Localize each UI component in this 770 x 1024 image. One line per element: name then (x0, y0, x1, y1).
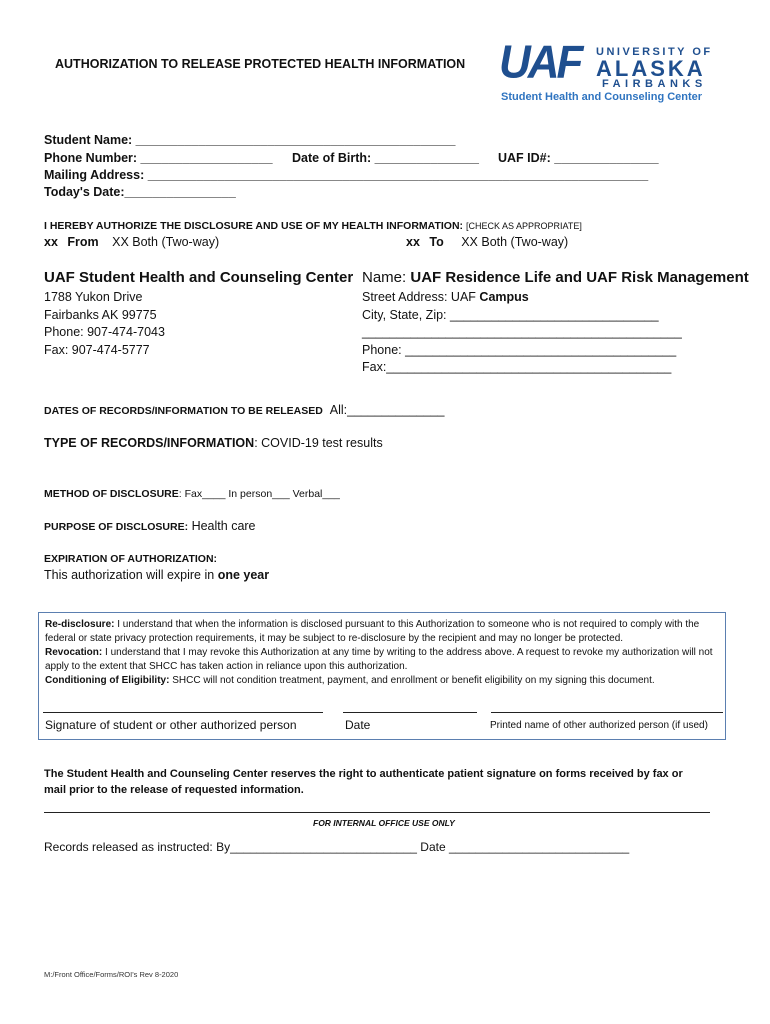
revocation-text-2: apply to the extent that SHCC has taken action in reliance upon this authorization. (45, 661, 408, 672)
office-heading: FOR INTERNAL OFFICE USE ONLY (313, 818, 455, 828)
signature-line[interactable] (43, 712, 323, 713)
to-party-name (362, 269, 749, 286)
method-options[interactable]: : Fax____ In person___ Verbal___ (178, 488, 340, 500)
redisclosure-text-2: federal or state privacy protection requirements, it may be subject to re-disclosure by the recipient and may no longer be protected. (45, 633, 624, 644)
signature-label: Signature of student or other authorized person (45, 718, 297, 732)
phone-number-field[interactable]: Phone Number: ___________________ (44, 151, 273, 165)
from-fax: Fax: 907-474-5777 (44, 342, 150, 357)
office-divider (44, 812, 710, 813)
reserve-statement (44, 766, 683, 798)
from-label: From (67, 235, 99, 249)
to-street-value: Campus (479, 290, 529, 304)
authorize-note: [CHECK AS APPROPRIATE] (465, 221, 582, 231)
to-phone-field[interactable]: Phone: _______________________________________ (362, 342, 677, 357)
mailing-address-field[interactable]: Mailing Address: ________________________________________________________________________ (44, 168, 649, 182)
to-blank-field[interactable]: ______________________________________________ (362, 325, 682, 339)
type-section (44, 436, 383, 450)
dates-label: DATES OF RECORDS/INFORMATION TO BE RELEASED (44, 405, 323, 417)
to-city-field[interactable]: City, State, Zip: ______________________________ (362, 307, 659, 322)
method-section (44, 488, 340, 500)
revocation-line-1 (45, 646, 729, 660)
conditioning-text: SHCC will not condition treatment, payment, and enrollment or benefit eligibility on my signing this document. (169, 675, 655, 686)
uaf-logo (499, 36, 713, 106)
todays-date-field[interactable]: Today's Date:________________ (44, 185, 236, 199)
expiration-prefix: This authorization will expire in (44, 568, 218, 582)
printed-name-line[interactable] (491, 712, 723, 713)
to-options (406, 235, 568, 249)
expiration-label: EXPIRATION OF AUTHORIZATION: (44, 553, 218, 565)
notice-text (45, 618, 729, 688)
expiration-value (44, 568, 269, 582)
printed-name-label: Printed name of other authorized person (if used) (490, 720, 708, 731)
logo-subtitle: Student Health and Counseling Center (501, 91, 703, 103)
to-street (362, 289, 682, 307)
to-label: To (429, 235, 444, 249)
to-name-value: UAF Residence Life and UAF Risk Management (410, 269, 749, 286)
from-options (44, 235, 219, 249)
to-party-address (362, 289, 682, 377)
date-label: Date (345, 718, 371, 732)
dates-value-field[interactable]: All:______________ (329, 403, 445, 417)
from-party-address (44, 289, 165, 359)
notice-box (38, 612, 726, 740)
revocation-label: Revocation: (45, 647, 103, 658)
footer-ref: M:/Front Office/Forms/ROI's Rev 8-2020 (44, 970, 179, 979)
date-of-birth-field[interactable]: Date of Birth: _______________ (292, 151, 479, 165)
from-phone: Phone: 907-474-7043 (44, 325, 165, 339)
redisclosure-text-1: I understand that when the information is disclosed pursuant to this Authorization to someone who is not required to comply with the (114, 619, 700, 630)
date-line[interactable] (343, 712, 477, 713)
student-name-field[interactable]: Student Name: ______________________________________________ (44, 133, 456, 147)
from-party-name: UAF Student Health and Counseling Center (44, 269, 354, 286)
type-value: : COVID-19 test results (254, 436, 383, 450)
purpose-section (44, 519, 256, 533)
to-both-option[interactable]: XX Both (Two-way) (461, 235, 569, 249)
to-fax-field[interactable]: Fax:_________________________________________ (362, 360, 672, 374)
redisclosure-line-1 (45, 618, 729, 632)
from-street: 1788 Yukon Drive (44, 290, 143, 304)
records-released-field[interactable]: Records released as instructed: By____________________________ Date ___________________________ (44, 840, 630, 854)
from-city: Fairbanks AK 99775 (44, 307, 157, 322)
purpose-value: Health care (188, 519, 256, 533)
type-label: TYPE OF RECORDS/INFORMATION (44, 436, 255, 450)
redisclosure-label: Re-disclosure: (45, 619, 115, 630)
purpose-label: PURPOSE OF DISCLOSURE: (44, 521, 189, 533)
authorize-heading (44, 220, 582, 232)
to-checkmark[interactable]: xx (406, 235, 420, 249)
logo-line3: FAIRBANKS (602, 78, 707, 90)
from-both-option[interactable]: XX Both (Two-way) (112, 235, 220, 249)
uaf-id-field[interactable]: UAF ID#: _______________ (498, 151, 659, 165)
method-label: METHOD OF DISCLOSURE (44, 488, 179, 500)
logo-mark: UAF (499, 36, 581, 89)
logo-line2: ALASKA (596, 56, 706, 81)
to-street-label: Street Address: UAF (362, 290, 480, 304)
authorize-heading-text: I HEREBY AUTHORIZE THE DISCLOSURE AND USE OF MY HEALTH INFORMATION: (44, 220, 464, 232)
from-checkmark[interactable]: xx (44, 235, 58, 249)
revocation-text-1: I understand that I may revoke this Authorization at any time by writing to the address above. A request to revoke my authorization will not (102, 647, 713, 658)
reserve-line-2: mail prior to the release of requested information. (44, 784, 304, 796)
page-title: AUTHORIZATION TO RELEASE PROTECTED HEALTH INFORMATION (55, 57, 466, 71)
reserve-line-1: The Student Health and Counseling Center reserves the right to authenticate patient signature on forms received by fax or (44, 768, 683, 780)
to-name-label: Name: (362, 269, 411, 286)
logo-line1: UNIVERSITY OF (596, 46, 713, 58)
expiration-term: one year (217, 568, 270, 582)
conditioning-label: Conditioning of Eligibility: (45, 675, 170, 686)
dates-section (44, 403, 444, 417)
conditioning-line (45, 674, 729, 688)
